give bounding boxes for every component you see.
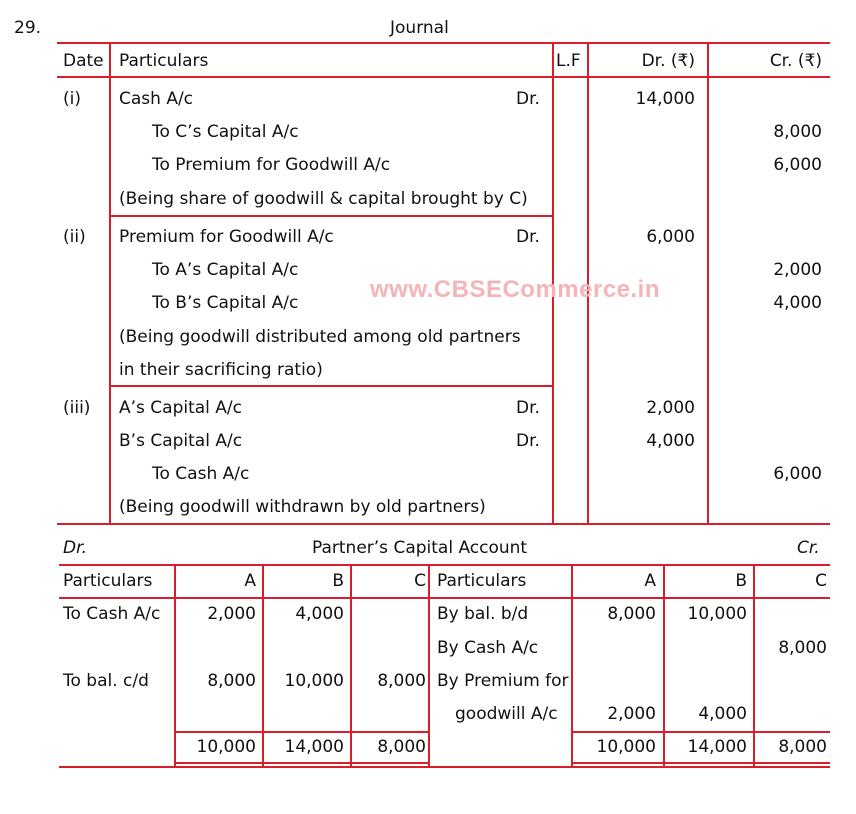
header-dr: Dr. (₹): [641, 51, 695, 71]
cr-header-particulars: Particulars: [437, 571, 527, 591]
ledger-center-divider: [428, 564, 430, 768]
ledger-col: [174, 564, 176, 768]
dr-header-b: B: [332, 571, 344, 591]
dr-marker: Dr.: [516, 398, 540, 418]
cr-amount: 6,000: [773, 464, 822, 484]
cr-header-c: C: [815, 571, 827, 591]
cr-particulars: By bal. b/d: [437, 604, 529, 624]
cr-a: 8,000: [607, 604, 656, 624]
ledger-col: [350, 564, 352, 768]
entry-narration: (Being goodwill withdrawn by old partners): [119, 497, 486, 517]
ledger-col: [262, 564, 264, 768]
dr-amount: 6,000: [646, 227, 695, 247]
cr-header-b: B: [735, 571, 747, 591]
dr-amount: 14,000: [635, 89, 695, 109]
journal-title: Journal: [390, 18, 449, 38]
dr-amount: 4,000: [646, 431, 695, 451]
ledger-col: [571, 564, 573, 768]
dr-amount: 2,000: [646, 398, 695, 418]
question-number: 29.: [14, 18, 42, 38]
ledger-col: [753, 564, 755, 768]
dr-marker: Dr.: [516, 227, 540, 247]
entry-ref: (ii): [63, 227, 86, 247]
cr-particulars: By Cash A/c: [437, 638, 539, 658]
cr-particulars: By Premium for: [437, 671, 569, 691]
cr-amount: 8,000: [773, 122, 822, 142]
ledger-total-under-dr: [175, 762, 429, 764]
dr-a: 8,000: [207, 671, 256, 691]
dr-marker: Dr.: [516, 89, 540, 109]
entry-line-text: To A’s Capital A/c: [152, 260, 299, 280]
journal-col-date: [109, 42, 111, 525]
dr-particulars: To bal. c/d: [63, 671, 149, 691]
cr-b: 10,000: [687, 604, 747, 624]
dr-b: 4,000: [295, 604, 344, 624]
dr-header-particulars: Particulars: [63, 571, 153, 591]
header-date: Date: [63, 51, 104, 71]
entry-ref: (iii): [63, 398, 91, 418]
dr-c: 8,000: [377, 671, 426, 691]
dr-header-a: A: [244, 571, 256, 591]
entry-line-text: To C’s Capital A/c: [152, 122, 299, 142]
journal-divider-1: [110, 215, 553, 217]
cr-c: 8,000: [778, 638, 827, 658]
journal-header-line: [57, 76, 830, 78]
ledger-title: Partner’s Capital Account: [312, 538, 528, 558]
cr-total-b: 14,000: [687, 737, 747, 757]
cr-total-a: 10,000: [596, 737, 656, 757]
entry-line-text: A’s Capital A/c: [119, 398, 243, 418]
header-lf: L.F: [556, 51, 581, 71]
entry-narration: (Being goodwill distributed among old partners: [119, 327, 521, 347]
header-cr: Cr. (₹): [769, 51, 822, 71]
ledger-dr-label: Dr.: [63, 538, 87, 558]
dr-particulars: To Cash A/c: [63, 604, 161, 624]
ledger-total-top-cr: [572, 731, 830, 733]
entry-line-text: To Cash A/c: [152, 464, 250, 484]
entry-line-text: B’s Capital A/c: [119, 431, 243, 451]
cr-total-c: 8,000: [778, 737, 827, 757]
ledger-col: [663, 564, 665, 768]
journal-top-line: [57, 42, 830, 44]
journal-col-dr-right: [707, 42, 709, 525]
journal-bottom-line: [57, 523, 830, 525]
entry-line-text: Cash A/c: [119, 89, 194, 109]
entry-narration: (Being share of goodwill & capital brought by C): [119, 189, 528, 209]
dr-header-c: C: [414, 571, 426, 591]
dr-a: 2,000: [207, 604, 256, 624]
watermark-text: www.CBSECommerce.in: [370, 276, 661, 303]
cr-b: 4,000: [698, 704, 747, 724]
ledger-cr-label: Cr.: [797, 538, 820, 558]
entry-line-text: Premium for Goodwill A/c: [119, 227, 334, 247]
dr-total-a: 10,000: [196, 737, 256, 757]
header-particulars: Particulars: [119, 51, 209, 71]
dr-b: 10,000: [284, 671, 344, 691]
cr-amount: 4,000: [773, 293, 822, 313]
entry-narration: in their sacrificing ratio): [119, 360, 323, 380]
entry-ref: (i): [63, 89, 81, 109]
cr-particulars: goodwill A/c: [455, 704, 558, 724]
cr-header-a: A: [644, 571, 656, 591]
entry-line-text: To B’s Capital A/c: [152, 293, 299, 313]
dr-total-b: 14,000: [284, 737, 344, 757]
entry-line-text: To Premium for Goodwill A/c: [152, 155, 391, 175]
ledger-total-under-cr: [572, 762, 830, 764]
dr-total-c: 8,000: [377, 737, 426, 757]
journal-divider-2: [110, 385, 553, 387]
cr-amount: 2,000: [773, 260, 822, 280]
cr-amount: 6,000: [773, 155, 822, 175]
dr-marker: Dr.: [516, 431, 540, 451]
cr-a: 2,000: [607, 704, 656, 724]
ledger-total-top-dr: [175, 731, 429, 733]
